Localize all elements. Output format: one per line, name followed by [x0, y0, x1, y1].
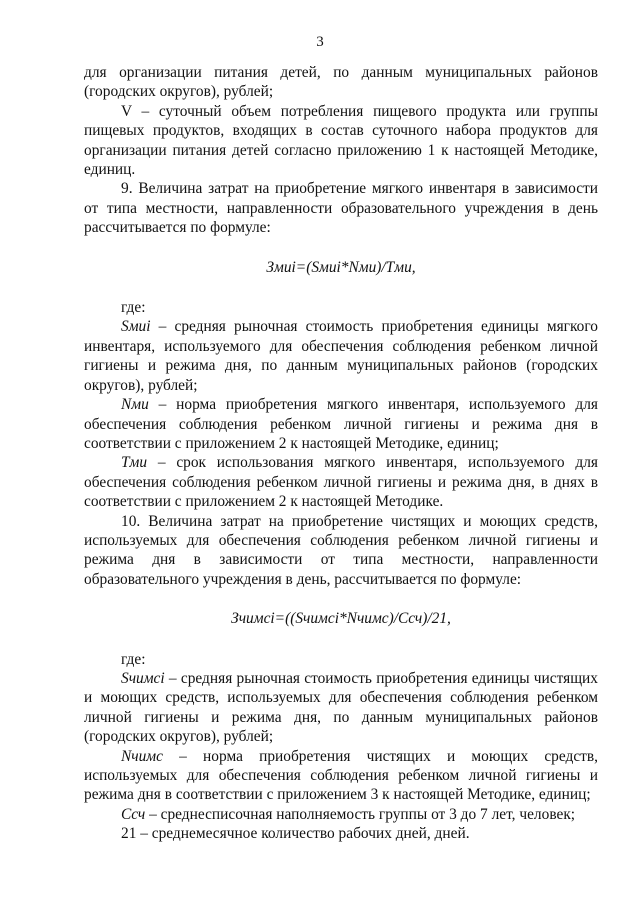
symbol-smi: Sмиi	[121, 318, 151, 336]
definition-csch-text: – среднесписочная наполняемость группы от 3 до 7 лет, человек;	[145, 805, 576, 823]
paragraph-10: 10. Величина затрат на приобретение чистящих и моющих средств, используемых для обеспечения соблюдения ребенком личной гигиены и режима дня в зависимости от типа местности, направленности образовательного учреждения в день, рассчитывается по формуле:	[84, 512, 598, 588]
definition-tmi	[84, 453, 598, 511]
symbol-schims: Sчимсi	[121, 669, 165, 687]
symbol-v: V	[121, 102, 132, 120]
symbol-tmi: Tми	[121, 454, 148, 472]
paragraph-rubles-continuation: для организации питания детей, по данным муниципальных районов (городских округов), рублей;	[84, 64, 598, 101]
definition-schims-text: – средняя рыночная стоимость приобретения единицы чистящих и моющих средств, используемых для обеспечения соблюдения ребенком личной гигиены и режима дня, по данным муниципальных районов (городских округов), рублей;	[84, 669, 598, 746]
definition-nmi-text: – норма приобретения мягкого инвентаря, используемого для обеспечения соблюдения ребенком личной гигиены и режима дня в соответствии с приложением 2 к настоящей Методике, единиц;	[84, 396, 598, 452]
definition-smi-text: – средняя рыночная стоимость приобретения единицы мягкого инвентаря, используемого для обеспечения соблюдения ребенком личной гигиены и режима дня, по данным муниципальных районов (городских округов), рублей;	[84, 318, 598, 394]
formula-cleaning: Зчимсi=((Sчимсi*Nчимс)/Cсч)/21,	[231, 610, 451, 628]
page-body	[84, 63, 598, 844]
definition-csch	[84, 805, 598, 824]
definition-v	[84, 102, 598, 180]
symbol-nchims: Nчимс	[121, 747, 163, 765]
definition-nmi	[84, 395, 598, 453]
symbol-nmi: Nми	[121, 396, 149, 414]
paragraph-9: 9. Величина затрат на приобретение мягкого инвентаря в зависимости от типа местности, направленности образовательного учреждения в день рассчитывается по формуле:	[84, 180, 598, 237]
definition-nchims-text: – норма приобретения чистящих и моющих средств, используемых для обеспечения соблюдения ребенком личной гигиены и режима дня в соответствии с приложением 3 к настоящей Методике, единиц;	[84, 747, 598, 804]
page-number: 3	[316, 34, 324, 50]
definition-smi	[84, 317, 598, 395]
definition-tmi-text: – срок использования мягкого инвентаря, используемого для обеспечения соблюдения ребенком личной гигиены и режима дня, в днях в соответствии с приложением 2 к настоящей Методике.	[84, 454, 598, 511]
definition-schims	[84, 669, 598, 747]
symbol-csch: Cсч	[121, 805, 146, 823]
definition-nchims	[84, 747, 598, 805]
definition-v-text: – суточный объем потребления пищевого продукта или группы пищевых продуктов, входящих в состав суточного набора продуктов для организации питания детей согласно приложению 1 к настоящей Методике, единиц.	[84, 102, 598, 179]
definition-21: 21 – среднемесячное количество рабочих дней, дней.	[121, 825, 470, 843]
where-label-1: где:	[121, 299, 146, 317]
formula-soft-inventory: Змиi=(Sмиi*Nми)/Tми,	[266, 258, 416, 276]
where-label-2: где:	[121, 650, 146, 668]
